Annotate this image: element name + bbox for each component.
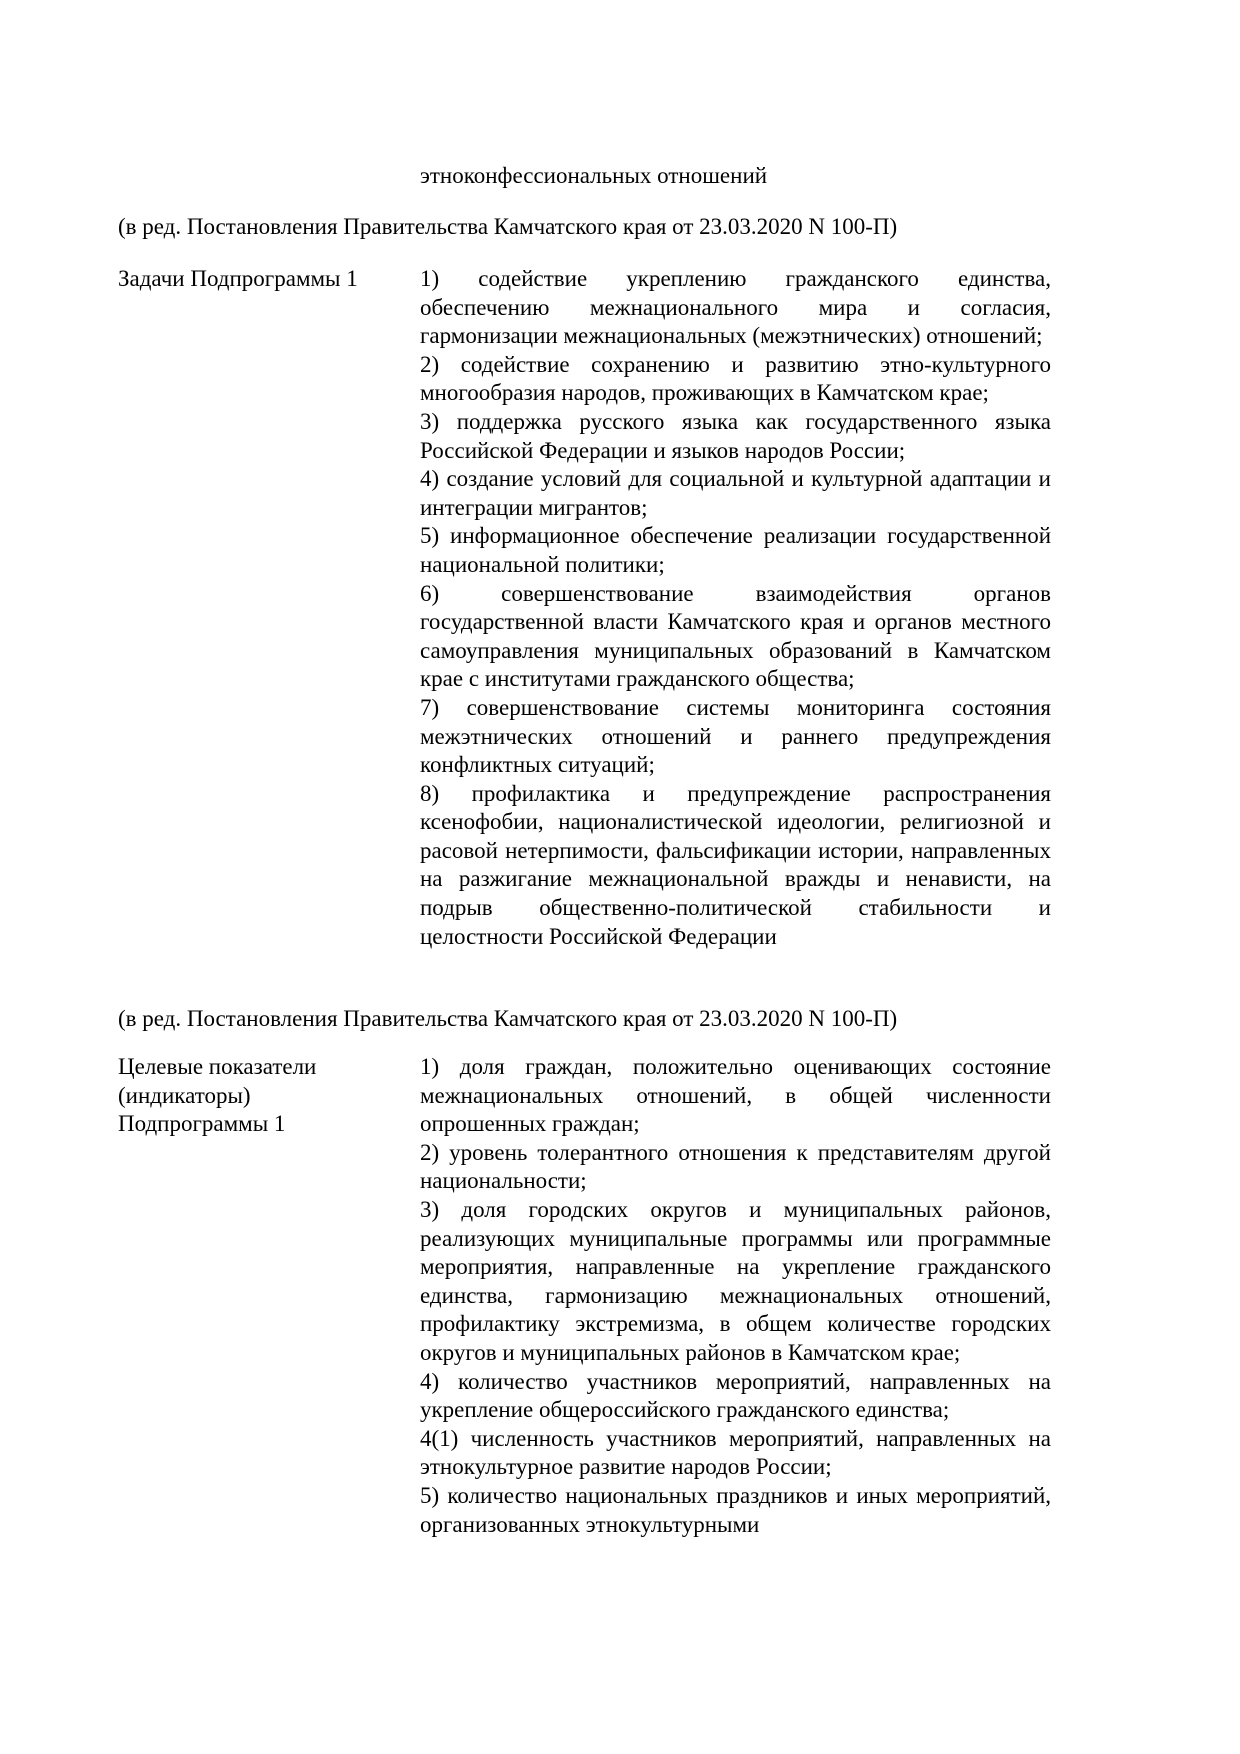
indicators-label-line-2: (индикаторы) (118, 1082, 251, 1108)
indicators-label-line-1: Целевые показатели (118, 1054, 317, 1079)
indicator-item-3: 3) доля городских округов и муниципальных районов, реализующих муниципальные программы или программные мероприятия, направленные на укрепление гражданского единства, гармонизацию межнациональных отношений, профилактику экстремизма, в общем количестве городских округов и муниципальных районов в Камчатском крае; (420, 1196, 1051, 1365)
indicator-item-4: 4) количество участников мероприятий, направленных на укрепление общероссийского гражданского единства; (420, 1368, 1051, 1423)
task-item-5: 5) информационное обеспечение реализации государственной национальной политики; (420, 523, 1051, 577)
tasks-list (420, 265, 1051, 951)
task-item-1: 1) содействие укреплению гражданского единства, обеспечению межнационального мира и согласия, гармонизации межнациональных (межэтнических) отношений; (420, 266, 1051, 349)
task-item-4: 4) создание условий для социальной и культурной адаптации и интеграции мигрантов; (420, 466, 1051, 520)
indicator-item-4-1: 4(1) численность участников мероприятий, направленных на этнокультурное развитие народов России; (420, 1425, 1051, 1480)
tasks-label-text: Задачи Подпрограммы 1 (118, 266, 358, 291)
indicators-label-line-3: Подпрограммы 1 (118, 1111, 286, 1137)
edit-note-2: (в ред. Постановления Правительства Камчатского края от 23.03.2020 N 100-П) (118, 1006, 898, 1031)
indicators-label (118, 1053, 388, 1139)
indicator-item-5: 5) количество национальных праздников и иных мероприятий, организованных этнокультурными (420, 1482, 1051, 1537)
task-item-6: 6) совершенствование взаимодействия органов государственной власти Камчатского края и органов местного самоуправления муниципальных образований в Камчатском крае с институтами гражданского общества; (420, 580, 1051, 692)
edit-note-1: (в ред. Постановления Правительства Камчатского края от 23.03.2020 N 100-П) (118, 214, 898, 239)
task-item-3: 3) поддержка русского языка как государственного языка Российской Федерации и языков народов России; (420, 408, 1051, 463)
indicator-item-2: 2) уровень толерантного отношения к представителям другой национальности; (420, 1139, 1051, 1194)
task-item-2: 2) содействие сохранению и развитию этно-культурного многообразия народов, проживающих в Камчатском крае; (420, 351, 1051, 406)
task-item-7: 7) совершенствование системы мониторинга состояния межэтнических отношений и раннего предупреждения конфликтных ситуаций; (420, 694, 1051, 778)
indicator-item-1: 1) доля граждан, положительно оценивающих состояние межнациональных отношений, в общей численности опрошенных граждан; (420, 1054, 1051, 1137)
continued-title: этноконфессиональных отношений (420, 163, 768, 188)
task-item-8: 8) профилактика и предупреждение распространения ксенофобии, националистической идеологии, религиозной и расовой нетерпимости, фальсификации истории, направленных на разжигание межнациональной вражды и ненависти, на подрыв общественно-политической стабильности и целостности Российской Федерации (420, 780, 1051, 949)
tasks-label (118, 265, 388, 294)
indicators-list (420, 1053, 1051, 1539)
